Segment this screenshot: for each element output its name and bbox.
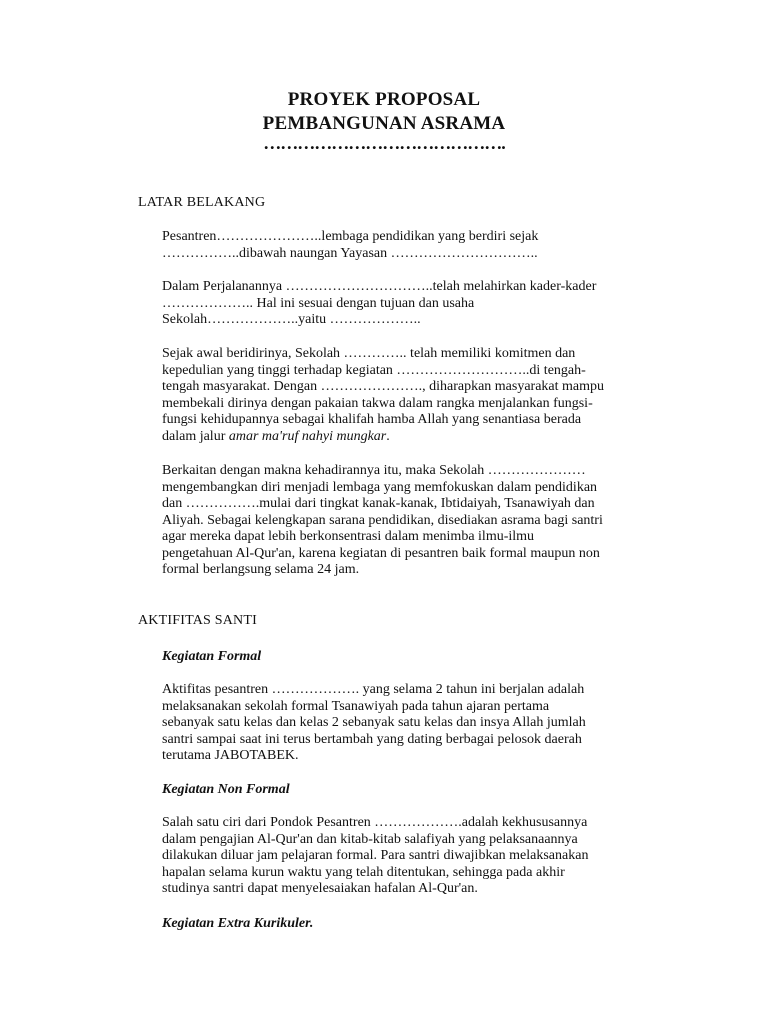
paragraph-line: ……………..dibawah naungan Yayasan ………………………….. [162, 245, 538, 261]
italic-phrase: amar ma'ruf nahyi mungkar [228, 428, 387, 444]
paragraph-line: ……………….. Hal ini sesuai dengan tujuan dan usaha [162, 295, 475, 311]
paragraph-line: sebanyak satu kelas dan kelas 2 sebanyak satu kelas dan insya Allah jumlah [162, 715, 586, 730]
paragraph-line: pengetahuan Al-Qur'an, karena kegiatan di pesantren baik formal maupun non [162, 545, 600, 561]
paragraph-non-formal [162, 815, 662, 898]
paragraph-line: Dalam Perjalanannya …………………………..telah melahirkan kader-kader [162, 279, 597, 294]
paragraph-line: studinya santri dapat menyelesaiakan hafalan Al-Qur'an. [162, 881, 478, 896]
paragraph-perjalanan [162, 279, 662, 329]
paragraph-line: Aliyah. Sebagai kelengkapan sarana pendidikan, disediakan asrama bagi santri [162, 512, 603, 528]
paragraph-line: Berkaitan dengan makna kehadirannya itu, maka Sekolah ………………… [162, 463, 586, 478]
title-line-1: PROYEK PROPOSAL [287, 89, 481, 110]
paragraph-berkaitan [162, 463, 662, 579]
subheading-kegiatan-formal: Kegiatan Formal [162, 649, 262, 664]
paragraph-line: hapalan selama kurun waktu yang telah ditentukan, sehingga pada akhir [162, 864, 565, 880]
paragraph-line: kepedulian yang tinggi terhadap kegiatan ………………………..di tengah- [162, 362, 586, 378]
paragraph-aktifitas-pesantren [162, 682, 662, 765]
paragraph-line: dilakukan diluar jam pelajaran formal. Para santri diwajibkan melaksanakan [162, 848, 589, 863]
paragraph-line: Pesantren…………………..lembaga pendidikan yang berdiri sejak [162, 229, 539, 244]
subheading-kegiatan-non-formal: Kegiatan Non Formal [162, 782, 290, 797]
paragraph-line: Sekolah………………..yaitu ……………….. [162, 312, 421, 327]
paragraph-line: Sejak awal beridirinya, Sekolah ………….. telah memiliki komitmen dan [162, 346, 576, 361]
paragraph-line: dan …………….mulai dari tingkat kanak-kanak, Ibtidaiyah, Tsanawiyah dan [162, 496, 595, 511]
paragraph-line: terutama JABOTABEK. [162, 748, 299, 763]
paragraph-line: mengembangkan diri menjadi lembaga yang memfokuskan dalam pendidikan [162, 479, 598, 495]
paragraph-pesantren [162, 229, 662, 262]
text-fragment: dalam jalur [162, 428, 229, 444]
paragraph-sejak-awal [162, 346, 662, 445]
paragraph-line: dalam pengajian Al-Qur'an dan kitab-kitab salafiyah yang pelaksanaannya [162, 831, 578, 847]
paragraph-line: melaksanakan sekolah formal Tsanawiyah pada tahun ajaran pertama [162, 698, 550, 714]
title-dots: ……………………………………. [263, 133, 505, 153]
section-heading-latar-belakang: LATAR BELAKANG [138, 195, 266, 210]
paragraph-line: Aktifitas pesantren ………………. yang selama 2 tahun ini berjalan adalah [162, 682, 585, 697]
paragraph-line: Salah satu ciri dari Pondok Pesantren ……………….adalah kekhususannya [162, 815, 588, 830]
section-heading-aktifitas: AKTIFITAS SANTI [138, 613, 257, 628]
paragraph-line: santri sampai saat ini terus bertambah yang dating berbagai pelosok daerah [162, 731, 582, 747]
paragraph-line: tengah masyarakat. Dengan …………………., diharapkan masyarakat mampu [162, 379, 605, 394]
paragraph-line: agar mereka dapat lebih berkonsentrasi dalam menimba ilmu-ilmu [162, 529, 535, 544]
text-fragment: . [386, 428, 390, 444]
paragraph-line: fungsi kehidupannya sebagai khalifah hamba Allah yang senantiasa berada [162, 412, 582, 427]
paragraph-line: membekali dirinya dengan pakaian takwa dalam rangka menjalankan fungsi- [162, 395, 593, 411]
paragraph-line: formal berlangsung selama 24 jam. [162, 562, 360, 577]
title-block [0, 88, 768, 153]
paragraph-line-last [162, 429, 662, 446]
subheading-extra-kurikuler: Kegiatan Extra Kurikuler. [162, 916, 314, 931]
title-line-2: PEMBANGUNAN ASRAMA [262, 113, 506, 134]
